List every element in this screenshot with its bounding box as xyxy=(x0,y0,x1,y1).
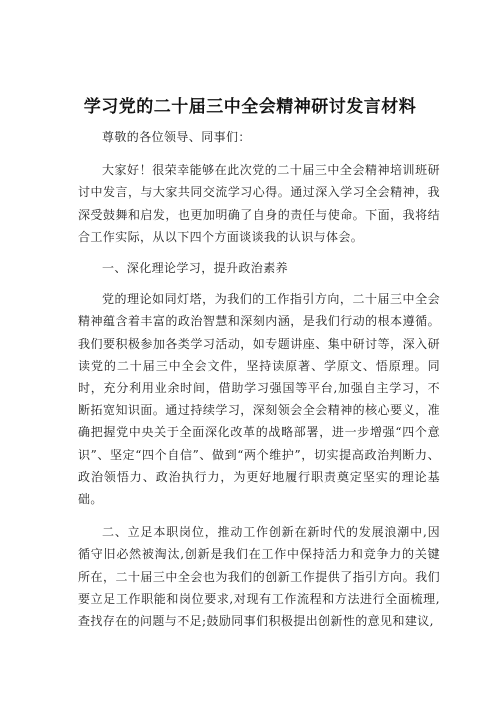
document-title: 学习党的二十届三中全会精神研讨发言材料 xyxy=(83,97,417,117)
intro-paragraph: 大家好！很荣幸能够在此次党的二十届三中全会精神培训班研讨中发言，与大家共同交流学习心得。通过深入学习全会精神，我深受鼓舞和启发，也更加明确了自身的责任与使命。下面，我将结合工作实际，从以下四个方面谈谈我的认识与体会。 xyxy=(78,163,440,244)
document-body xyxy=(78,126,440,643)
section-1-paragraph: 党的理论如同灯塔，为我们的工作指引方向，二十届三中全会精神蕴含着丰富的政治智慧和深刻内涵，是我们行动的根本遵循。我们要积极参加各类学习活动，如专题讲座、集中研讨等，深入研读党的二十届三中全会文件，坚持读原著、学原文、悟原理。同时，充分利用业余时间，借助学习强国等平台,加强自主学习，不断拓宽知识面。通过持续学习，深刻领会全会精神的核心要义，准确把握党中央关于全面深化改革的战略部署，进一步增强“四个意识”、坚定“四个自信”、做到“两个维护”，切实提高政治判断力、政治领悟力、政治执行力，为更好地履行职责奠定坚实的理论基础。 xyxy=(78,292,440,507)
section-2-paragraph: 二、立足本职岗位，推动工作创新在新时代的发展浪潮中,因循守旧必然被淘汰,创新是我们在工作中保持活力和竞争力的关键所在，二十届三中全会也为我们的创新工作提供了指引方向。我们要立足工作职能和岗位要求,对现有工作流程和方法进行全面梳理,查找存在的问题与不足;鼓励同事们积极提出创新性的意见和建议, xyxy=(78,525,440,629)
section-1-heading: 一、深化理论学习，提升政治素养 xyxy=(102,261,289,276)
greeting: 尊敬的各位领导、同事们： xyxy=(102,130,251,144)
